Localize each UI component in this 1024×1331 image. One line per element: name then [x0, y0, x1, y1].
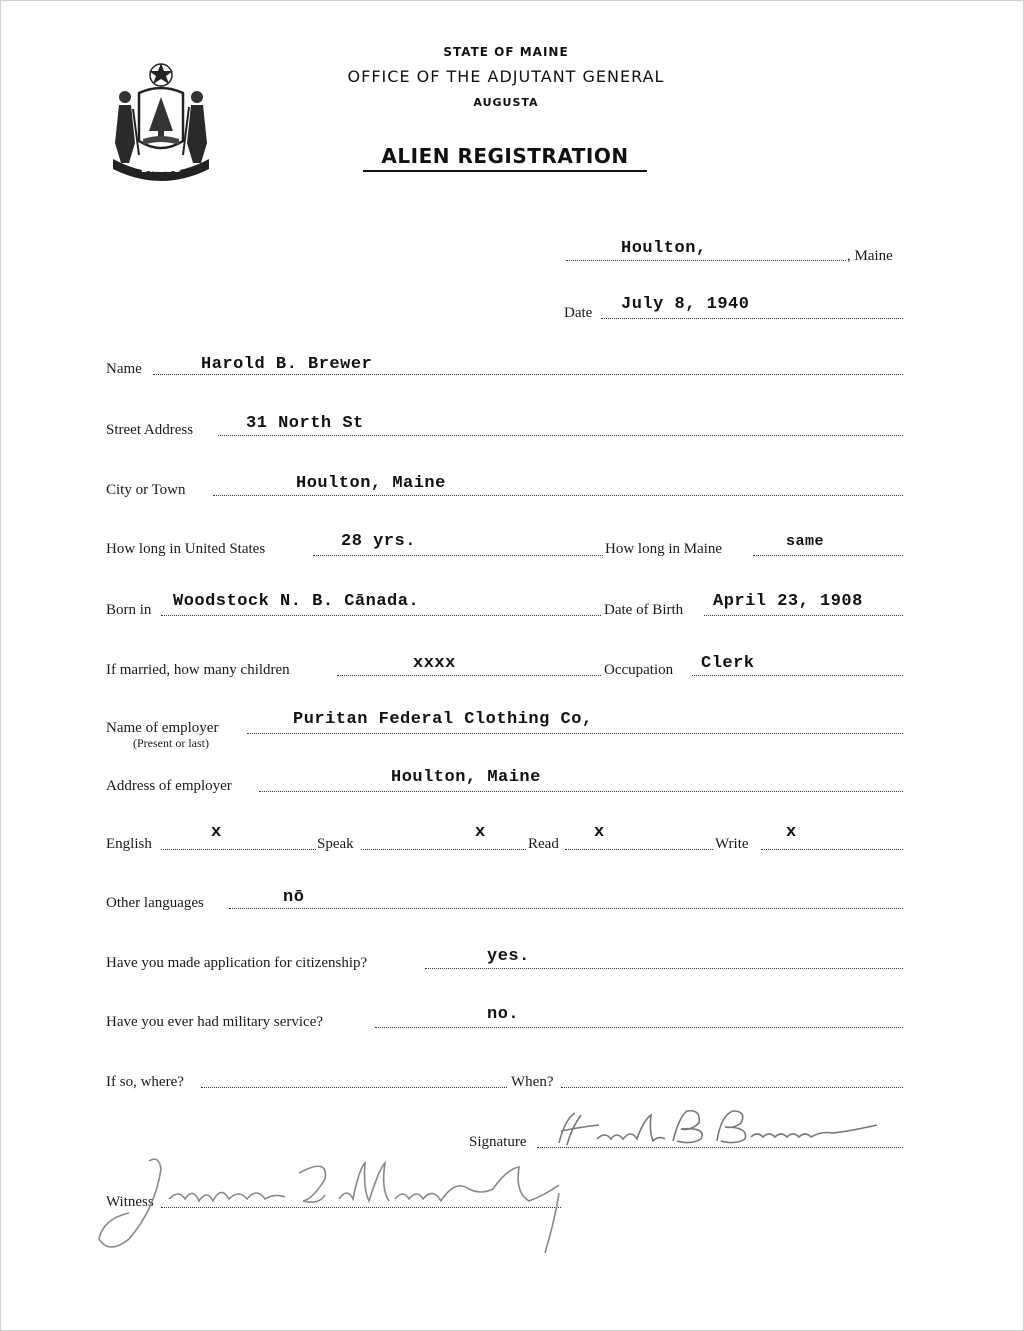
other-languages-line: [229, 908, 903, 909]
name-value: Harold B. Brewer: [201, 355, 373, 374]
employer-label: Name of employer: [106, 720, 219, 736]
employer-address-line: [259, 791, 903, 792]
how-long-maine-value: same: [786, 533, 825, 550]
citizenship-line: [425, 968, 903, 969]
other-languages-value: nō: [283, 888, 305, 907]
witness-label: Witness: [106, 1194, 154, 1210]
how-long-us-value: 28 yrs.: [341, 532, 416, 551]
where-label: If so, where?: [106, 1074, 184, 1090]
write-line: [761, 849, 903, 850]
employer-address-value: Houlton, Maine: [391, 768, 541, 787]
signature-label: Signature: [469, 1134, 527, 1150]
write-label: Write: [715, 836, 749, 852]
office-heading: OFFICE OF THE ADJUTANT GENERAL: [347, 67, 665, 86]
english-line: [161, 849, 316, 850]
name-label: Name: [106, 361, 142, 377]
read-value: x: [594, 823, 605, 842]
applicant-signature-icon: [541, 1101, 901, 1161]
dob-label: Date of Birth: [604, 602, 684, 618]
military-value: no.: [487, 1005, 520, 1024]
born-value: Woodstock N. B. Cānada.: [173, 592, 420, 611]
english-value: x: [211, 823, 222, 842]
street-line: [218, 435, 903, 436]
city-label: City or Town: [106, 482, 186, 498]
read-line: [565, 849, 713, 850]
speak-line: [361, 849, 526, 850]
other-languages-label: Other languages: [106, 895, 204, 911]
citizenship-value: yes.: [487, 947, 530, 966]
children-line: [337, 675, 601, 676]
state-seal-icon: [109, 59, 213, 183]
read-label: Read: [528, 836, 559, 852]
place-suffix-label: , Maine: [847, 248, 893, 264]
name-line: [153, 374, 903, 375]
how-long-maine-label: How long in Maine: [605, 541, 723, 557]
children-label: If married, how many children: [106, 662, 290, 678]
street-value: 31 North St: [246, 414, 364, 433]
how-long-us-label: How long in United States: [106, 541, 266, 557]
date-line: [601, 318, 903, 319]
english-label: English: [106, 836, 152, 852]
date-label: Date: [564, 305, 593, 321]
citizenship-label: Have you made application for citizenship?: [106, 955, 368, 971]
street-label: Street Address: [106, 422, 194, 438]
place-value: Houlton,: [621, 239, 707, 258]
dob-value: April 23, 1908: [713, 592, 863, 611]
occupation-line: [692, 675, 903, 676]
witness-signature-icon: [89, 1149, 589, 1259]
occupation-value: Clerk: [701, 654, 755, 673]
svg-text:DIRIGO: DIRIGO: [140, 164, 182, 175]
employer-sublabel: (Present or last): [133, 736, 209, 750]
speak-value: x: [475, 823, 486, 842]
employer-value: Puritan Federal Clothing Co,: [293, 710, 593, 729]
military-line: [375, 1027, 903, 1028]
form-title: ALIEN REGISTRATION: [363, 144, 647, 172]
occupation-label: Occupation: [604, 662, 674, 678]
when-line: [561, 1087, 903, 1088]
city-line: [213, 495, 903, 496]
date-value: July 8, 1940: [621, 295, 750, 314]
how-long-maine-line: [753, 555, 903, 556]
military-label: Have you ever had military service?: [106, 1014, 323, 1030]
children-value: xxxx: [413, 654, 456, 673]
employer-line: [247, 733, 903, 734]
employer-address-label: Address of employer: [106, 778, 232, 794]
born-line: [161, 615, 601, 616]
where-line: [201, 1087, 507, 1088]
born-label: Born in: [106, 602, 152, 618]
city-value: Houlton, Maine: [296, 474, 446, 493]
place-line: [566, 260, 846, 261]
city-heading: AUGUSTA: [473, 96, 539, 109]
how-long-us-line: [313, 555, 603, 556]
state-heading: STATE OF MAINE: [443, 45, 569, 59]
when-label: When?: [511, 1074, 554, 1090]
speak-label: Speak: [317, 836, 354, 852]
write-value: x: [786, 823, 797, 842]
dob-line: [704, 615, 903, 616]
